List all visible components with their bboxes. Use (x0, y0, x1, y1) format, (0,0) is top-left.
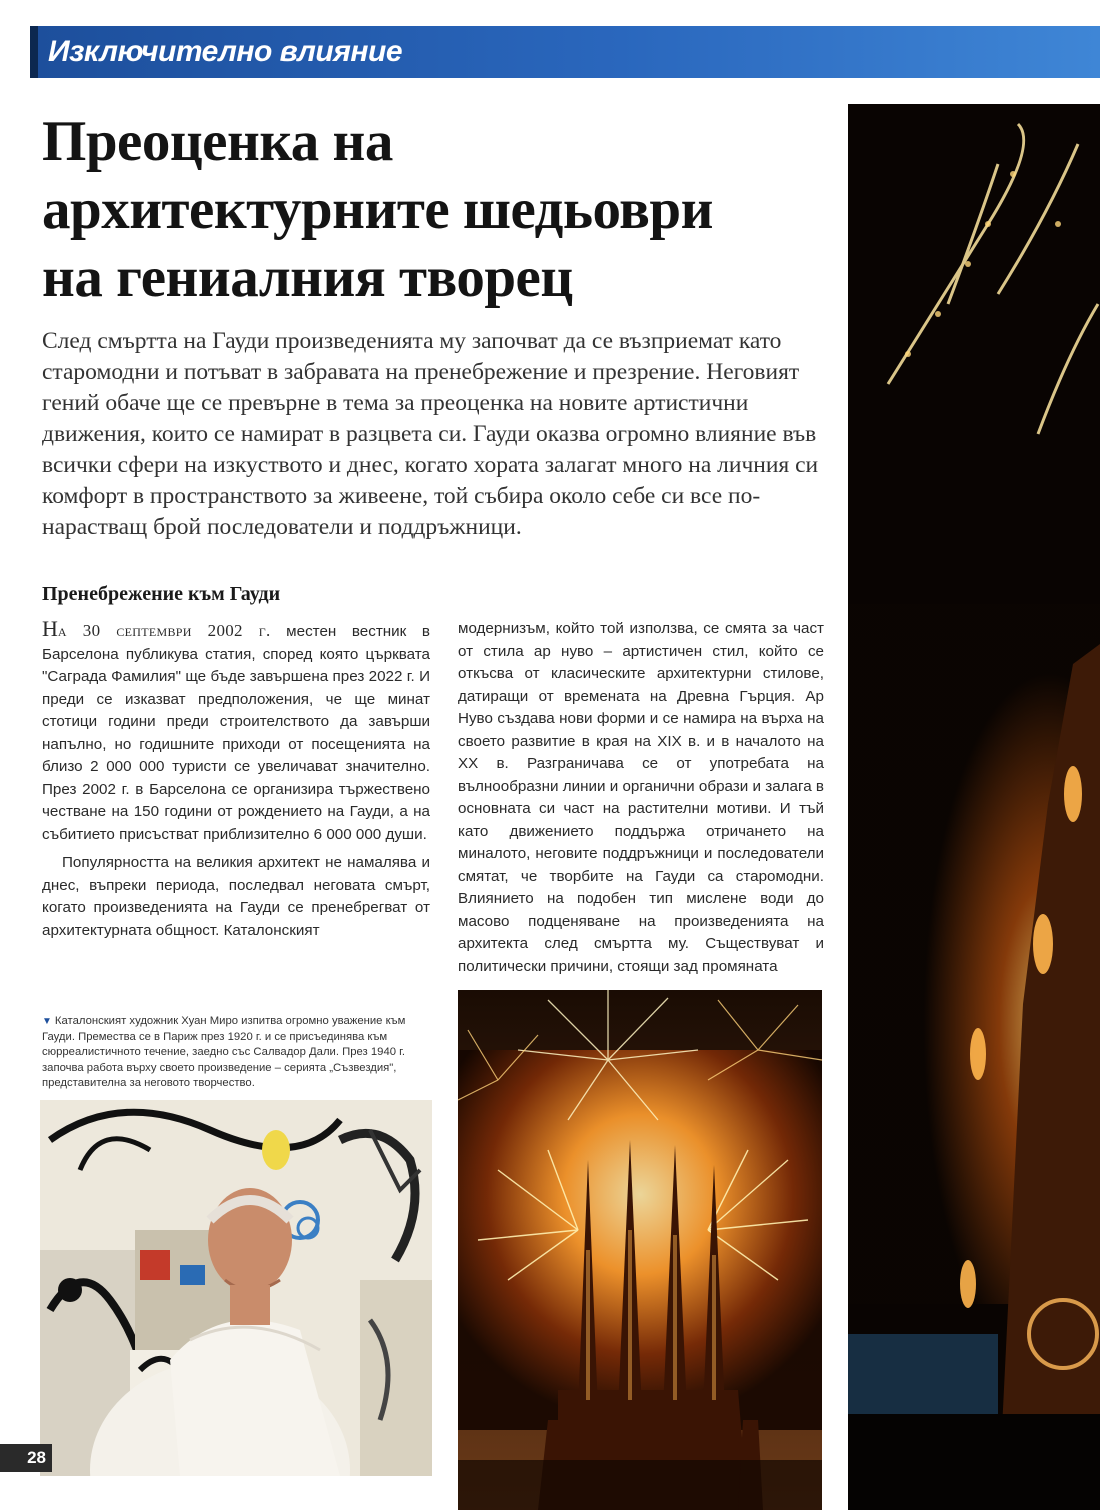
article-subheading: Пренебрежение към Гауди (42, 583, 281, 605)
opening-small-caps: а 30 септември 2002 г. (57, 621, 271, 640)
body-paragraph-2: Популярността на великия архитект не намалява и днес, въпреки периода, последвал неговата смърт, когато произведенията на Гауди се пренебрегват от архитектурната общност. Каталонският (42, 854, 430, 939)
fireworks-photo-image (458, 990, 822, 1510)
headline-line-2: архитектурните шедьоври (42, 178, 713, 241)
article-headline (42, 108, 832, 312)
miro-photo-image (40, 1100, 432, 1476)
article-lead: След смъртта на Гауди произведенията му започват да се възприемат като старомодни и потъват в забравата на пренебрежение и презрение. Неговият гений обаче ще се превърне в тема за преоценка на новите артистични движения, които се намират в разцвета си. Гауди оказва огромно влияние във всички сфери на изкуството и днес, когато хората залагат много на личния си комфорт в пространството за живеене, той събира около себе си все по-нарастващ брой последователи и поддръжници. (42, 328, 819, 540)
body-paragraph-1 (42, 618, 430, 846)
banner-edge (30, 26, 38, 78)
fireworks-tower-photo (848, 104, 1100, 1510)
section-banner (0, 0, 1100, 80)
drop-cap: Н (42, 616, 58, 641)
body-paragraph-3: модернизъм, който той използва, се смята за част от стила ар нуво – артистичен стил, който се откъсва от класическите архитектурни стилове, датиращи от времената на Древна Гърция. Ар Нуво създава нови форми и се намира на върха на своето развитие в края на XIX в. и в началото на XX в. Разграничава се от употребата на вълнообразни линии и органични образи и залага в основната си част на растителни мотиви. И тъй като движението поддържа отричането на миналото, неговите поддръжници и последователи смятат, че творбите на Гауди са старомодни. Влиянието на подобен тип мислене води до масово подценяване на произведенията на архитекта след смъртта му. Съществуват и политически причини, стоящи зад промяната (458, 620, 824, 975)
caption-text: Каталонският художник Хуан Миро изпитва огромно уважение към Гауди. Премества се в Париж през 1920 г. и се присъединява към сюрреалистичното течение, заедно със Салвадор Дали. През 1940 г. започва работа върху своето произведение – серията „Съзвездия", представителна за неговото творчество. (42, 1015, 406, 1089)
tower-photo-image (848, 104, 1100, 1510)
body-column-right (458, 618, 824, 984)
paragraph-1-text: местен вестник в Барселона публикува статия, според която църквата "Саграда Фамилия" ще бъде завършена през 2022 г. И преди се изказват предположения, че ще минат стотици години преди строителството да завърши напълно, но годишните приходи от посещенията на близо 2 000 000 туристи се увеличават значително. През 2002 г. в Барселона се организира тържествено честване на 150 години от рождението на Гауди, а на събитието присъстват приблизително 6 000 000 души. (42, 623, 430, 843)
body-column-left (42, 618, 430, 948)
photo-caption (42, 1014, 430, 1092)
page-number: 28 (0, 1444, 52, 1472)
headline-line-3: на гениалния творец (42, 246, 573, 309)
section-title: Изключително влияние (48, 35, 403, 68)
headline-line-1: Преоценка на (42, 110, 393, 173)
miro-photo (40, 1100, 432, 1476)
sagrada-familia-fireworks-photo (458, 990, 822, 1510)
triangle-down-icon: ▼ (42, 1016, 52, 1027)
